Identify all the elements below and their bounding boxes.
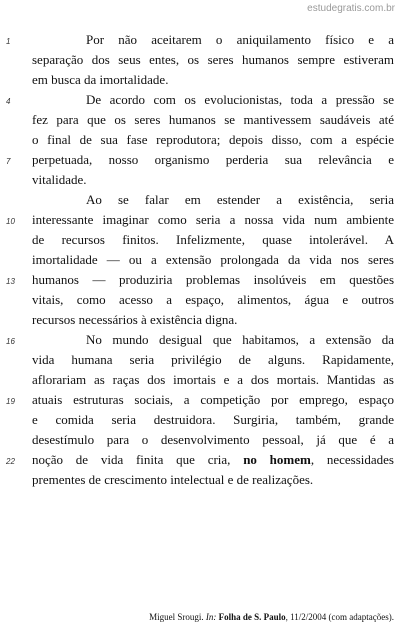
line-number: 10 [6, 217, 15, 226]
emphasis-no-homem: no homem [243, 452, 311, 467]
text-line: recursos necessários à existência digna. [32, 312, 238, 327]
source-rest: , 11/2/2004 (com adaptações). [285, 612, 394, 622]
text-line: interessante imaginar como seria a nossa vida num ambiente [32, 212, 394, 227]
text-line: No mundo desigual que habitamos, a extensão da [86, 332, 394, 347]
text-line: perpetuada, nosso organismo perderia sua relevância e [32, 152, 394, 167]
text-line: vitalidade. [32, 172, 87, 187]
text-line: Ao se falar em estender a existência, seria [86, 192, 394, 207]
line-number: 16 [6, 337, 15, 346]
line-number: 19 [6, 397, 15, 406]
source-in: In: [205, 612, 217, 622]
text-line: imortalidade — ou a extensão prolongada da vida nos seres [32, 252, 394, 267]
text-line: desestímulo para o desenvolvimento pessoal, já que é a [32, 432, 394, 447]
text-line: o final de sua fase reprodutora; depois disso, com a espécie [32, 132, 394, 147]
text-line: e comida seria destruidora. Surgiria, também, grande [32, 412, 394, 427]
text-line: de recursos finitos. Infelizmente, quase intolerável. A [32, 232, 394, 247]
line-number: 22 [6, 457, 15, 466]
text-line: em busca da imortalidade. [32, 72, 169, 87]
text-line: De acordo com os evolucionistas, toda a pressão se [86, 92, 394, 107]
line-number: 13 [6, 277, 15, 286]
text-line: vitais, como acesso a espaço, alimentos, água e outros [32, 292, 394, 307]
source-citation [149, 612, 394, 622]
text-line: noção de vida finita que cria, no homem, necessidades [32, 452, 394, 467]
source-author: Miguel Srougi. [149, 612, 204, 622]
line-number: 7 [6, 157, 11, 166]
text-line: atuais estruturas sociais, a competição por emprego, espaço [32, 392, 394, 407]
site-watermark: estudegratis.com.br [307, 3, 395, 14]
text-line: separação dos seus entes, os seres humanos sempre estiveram [32, 52, 394, 67]
text-line: vida humana seria privilégio de alguns. Rapidamente, [32, 352, 394, 367]
line-number: 4 [6, 97, 11, 106]
text-line: aflorariam as raças dos imortais e a dos mortais. Mantidas as [32, 372, 394, 387]
source-newspaper: Folha de S. Paulo [218, 612, 286, 622]
text-line: fez para que os seres humanos se mantivessem saudáveis até [32, 112, 394, 127]
text-line: humanos — produziria problemas insolúveis em questões [32, 272, 394, 287]
text-line: Por não aceitarem o aniquilamento físico e a [86, 32, 394, 47]
line-number: 1 [6, 37, 11, 46]
text-line: prementes de crescimento intelectual e de realizações. [32, 472, 314, 487]
